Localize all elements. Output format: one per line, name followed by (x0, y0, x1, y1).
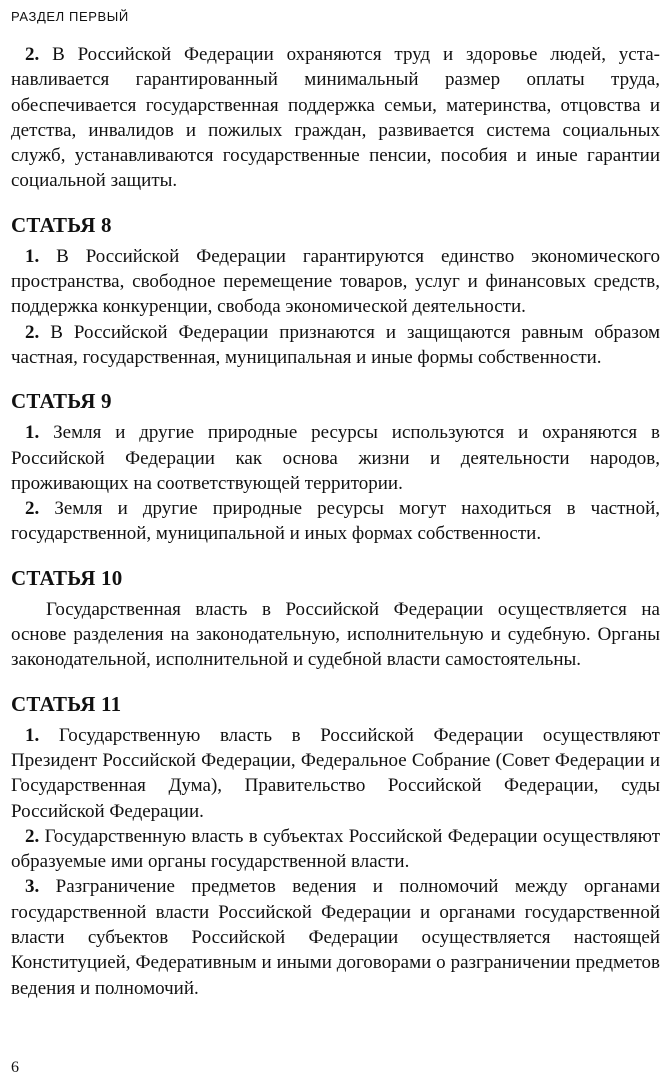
article-10-title: СТАТЬЯ 10 (11, 565, 123, 590)
article-10-paragraph: Государственная власть в Российской Федерации осуществляется на основе разделения на законодательную, исполнительную и судебную. Органы законодательной, исполнительной и судебной власти самостоятельны. (11, 598, 660, 671)
paragraph-number: 2. (25, 498, 40, 520)
paragraph-text: Разграничение предметов ведения и полномочий между органами государственной власти Российской Федерации и органами государственной власти субъектов Российской Федерации осуществляется настоящей Конституцией, Федеративным и иными договорами о разграничении предметов ведения и полномочий. (11, 876, 660, 999)
paragraph-number: 2. (25, 321, 40, 343)
paragraph-text: В Российской Федерации признаются и защищаются равным образом частная, государственная, муниципальная и иные формы собственности. (11, 321, 660, 368)
paragraph-number: 1. (25, 724, 40, 746)
paragraph-number: 2. (25, 44, 40, 65)
article-8-paragraph-1 (11, 244, 660, 320)
paragraph-text: В Российской Федерации гарантируются единство экономического пространства, свободное перемещение товаров, услуг и финансовых средств, поддержка конкуренции, свобода экономической деятельности. (11, 245, 660, 318)
paragraph-text: Государственную власть в субъектах Российской Федерации осуществляют образуемые ими органы государственной власти. (11, 825, 660, 873)
article-11-paragraph-2 (11, 824, 660, 875)
article-9-paragraph-1 (11, 420, 660, 496)
paragraph-text: В Российской Федерации охраняются труд и здоровье людей, устанавливается гарантированный минимальный размер оплаты труда, обеспечивается государственная поддержка семьи, материнства, отцовства и детства, инвалидов и пожилых граждан, развивается система социальных служб, устанавливаются государственные пенсии, пособия и иные гарантии социальной защиты. (11, 44, 660, 192)
article-11-paragraph-3 (11, 874, 660, 1000)
paragraph-intro-2 (11, 42, 660, 194)
paragraph-text: Государственную власть в Российской Федерации осуществляют Президент Российской Федерации, Федеральное Собрание (Совет Федерации и Государственная Дума), Правительство Российской Федерации, суды Российской Федерации. (11, 724, 660, 822)
paragraph-number: 1. (25, 245, 40, 267)
article-9-paragraph-2 (11, 496, 660, 547)
article-8-title: СТАТЬЯ 8 (11, 212, 112, 237)
article-8-paragraph-2 (11, 320, 660, 371)
article-11-title: СТАТЬЯ 11 (11, 691, 122, 716)
running-head: РАЗДЕЛ ПЕРВЫЙ (11, 9, 129, 24)
page-content (11, 42, 660, 1001)
paragraph-text: Земля и другие природные ресурсы могут находиться в частной, государственной, муниципальной и иных формах собственности. (11, 498, 660, 545)
article-11-paragraph-1 (11, 723, 660, 824)
article-9-title: СТАТЬЯ 9 (11, 389, 112, 414)
paragraph-number: 1. (25, 422, 40, 444)
page-number: 6 (11, 1059, 19, 1076)
paragraph-number: 3. (25, 876, 40, 898)
paragraph-number: 2. (25, 825, 40, 847)
paragraph-text: Земля и другие природные ресурсы используются и охраняются в Российской Федерации как основа жизни и деятельности народов, проживающих на соответствующей территории. (11, 422, 660, 494)
